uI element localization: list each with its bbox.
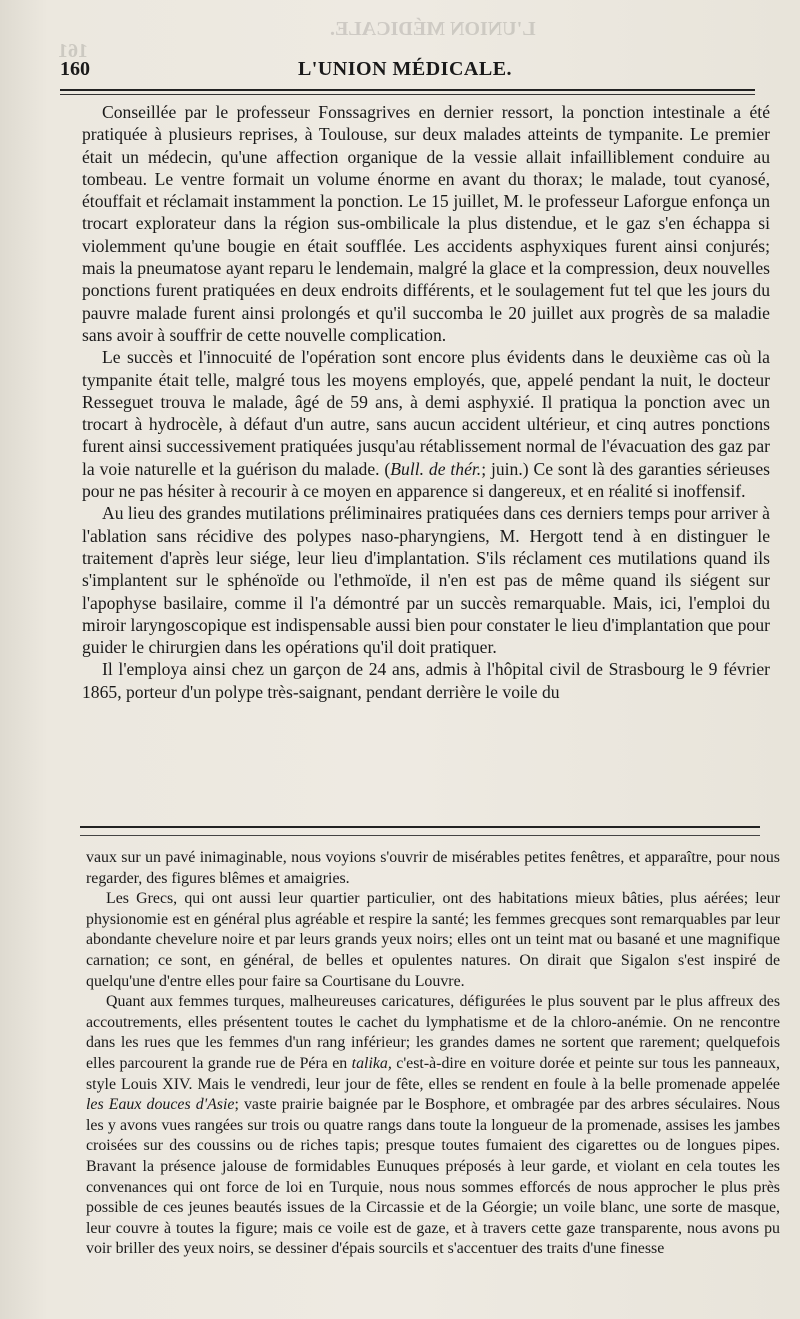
feuilleton-paragraph-2: Les Grecs, qui ont aussi leur quartier particulier, ont des habitations mieux bâties, plus aérées; leur physionomie est en général plus agréable et respire la santé; les femmes grecques sont remarquables par leur abondante chevelure noire et par leurs grands yeux noirs; elles ont un teint mat ou basané et une magnifique carnation; ce sont, en général, de belles et opulentes natures. On dirait que Sigalon s'est inspiré de quelqu'une d'entre elles pour faire sa Courtisane du Louvre. xyxy=(86,890,780,990)
feuilleton-body xyxy=(86,848,780,1260)
article-paragraph-2 xyxy=(82,346,770,502)
citation-rest: ; juin.) Ce sont là des garanties sérieuses pour ne pas hésiter à recourir à ce moyen en apparence si dangereux, et en réalité si inoffensif. xyxy=(82,458,770,502)
feuilleton-separator-thin xyxy=(80,835,760,836)
feuilleton-paragraph-3-end: Nous les y avons vues rangées sur trois ou quatre rangs dans toute la longueur de la promenade, assises les jambes croisées sur des coussins ou de riches tapis; presque toutes fumaient des cigarettes ou de longues pipes. Bravant la présence jalouse de formidables Eunuques préposés à leur garde, et violant en cela toutes les convenances qui ont force de loi en Turquie, nous nous sommes efforcés de nous approcher le plus près possible de ces jeunes beautés issues de la Circassie et de la Géorgie; un voile blanc, une sorte de masque, leur couvre à toutes la figure; mais ce voile est de gaze, et à travers cette gaze transparente, nous avons pu voir briller des yeux noirs, se dessiner d'épais sourcils et s'accentuer des traits d'une finesse xyxy=(86,1096,780,1258)
page-number: 160 xyxy=(60,58,90,80)
show-through-page: 161 xyxy=(58,40,88,62)
article-paragraph-2-text: Le succès et l'innocuité de l'opération sont encore plus évidents dans le deuxième cas où la tympanite était telle, malgré tous les moyens employés, que, appelé pendant la nuit, le docteur Resseguet trouva le malade, âgé de 59 ans, à demi asphyxié. Il pratiqua la ponction avec un trocart à hydrocèle, à défaut d'un autre, sans aucun accident ultérieur, et cinq autres ponctions furent ainsi successivement pratiquées jusqu'au rétablissement normal de l'évacuation des gaz par la voie naturelle et la guérison du malade. xyxy=(82,347,770,479)
feuilleton-paragraph-3 xyxy=(86,992,780,1260)
feuilleton-paragraph-3-after: ; vaste prairie baignée par le Bosphore, et ombragée par des arbres séculaires. xyxy=(234,1096,747,1114)
page-header xyxy=(60,58,750,86)
feuilleton-paragraph-3-text: Quant aux femmes turques, malheureuses caricatures, défigurées le plus souvent par le plus affreux des accoutrements, elles présentent toutes le cachet du lymphatisme et de la chloro-anémie. On ne rencontre dans les rues que les femmes d'un rang inférieur; les grandes dames ne sortent que rarement; quelquefois elles parcourent la grande rue de Péra en xyxy=(86,993,780,1072)
feuilleton-separator xyxy=(80,826,760,828)
header-rule xyxy=(60,89,755,91)
article-paragraph-4: Il l'employa ainsi chez un garçon de 24 ans, admis à l'hôpital civil de Strasbourg le 9 février 1865, porteur d'un polype très-saignant, pendant derrière le voile du xyxy=(82,659,770,702)
citation-open: ( xyxy=(379,458,391,479)
article-paragraph-3: Au lieu des grandes mutilations préliminaires pratiquées dans ces derniers temps pour arriver à l'ablation sans récidive des polypes naso-pharyngiens, M. Hergott tend à en distinguer le traitement d'après leur siége, leur lieu d'implantation. S'ils réclament ces mutilations quand ils s'implantent sur le sphénoïde ou l'ethmoïde, il n'en est pas de même quand ils siégent sur l'apophyse basilaire, comme il l'a démontré par un succès remarquable. Mais, ici, l'emploi du miroir laryngoscopique est indispensable aussi bien pour constater le lieu d'implantation que pour guider le chirurgien dans les opérations qu'il doit pratiquer. xyxy=(82,503,770,658)
talika-term: talika, xyxy=(351,1054,392,1072)
citation: Bull. de thér. xyxy=(390,458,482,479)
header-rule-thin xyxy=(60,94,755,95)
running-title: L'UNION MÉDICALE. xyxy=(297,58,513,80)
show-through-title: L'UNION MÉDICALE. xyxy=(330,18,536,40)
article-paragraph-1: Conseillée par le professeur Fonssagrives en dernier ressort, la ponction intestinale a été pratiquée à plusieurs reprises, à Toulouse, sur deux malades atteints de tympanite. Le premier était un médecin, qu'une affection organique de la vessie allait infailliblement conduire au tombeau. Le ventre formait un volume énorme en avant du thorax; le malade, tout cyanosé, étouffait et réclamait instamment la ponction. Le 15 juillet, M. le professeur Laforgue enfonça un trocart explorateur dans la région sus-ombilicale la plus distendue, et le gaz s'en échappa si violemment qu'une bougie en était soufflée. Les accidents asphyxiques furent ainsi conjurés; mais la pneumatose ayant reparu le lendemain, malgré la glace et la compression, deux nouvelles ponctions furent pratiquées en deux endroits différents, et le soulagement fut tel que les jours du pauvre malade furent ainsi prolongés et qu'il succomba le 20 juillet aux progrès de sa maladie sans avoir à souffrir de cette nouvelle complication. xyxy=(82,102,770,345)
feuilleton-paragraph-1: vaux sur un pavé inimaginable, nous voyions s'ouvrir de misérables petites fenêtres, et apparaître, pour nous regarder, des figures blêmes et amaigries. xyxy=(86,849,780,887)
eaux-douces-term: les Eaux douces d'Asie xyxy=(86,1096,235,1114)
article-body xyxy=(82,101,770,703)
feuilleton-paragraph-3-mid: c'est-à-dire en voiture dorée et peinte sur tous les panneaux, style Louis XIV. Mais le vendredi, leur jour de fête, elles se rendent en foule à la belle promenade appelée xyxy=(86,1054,780,1093)
